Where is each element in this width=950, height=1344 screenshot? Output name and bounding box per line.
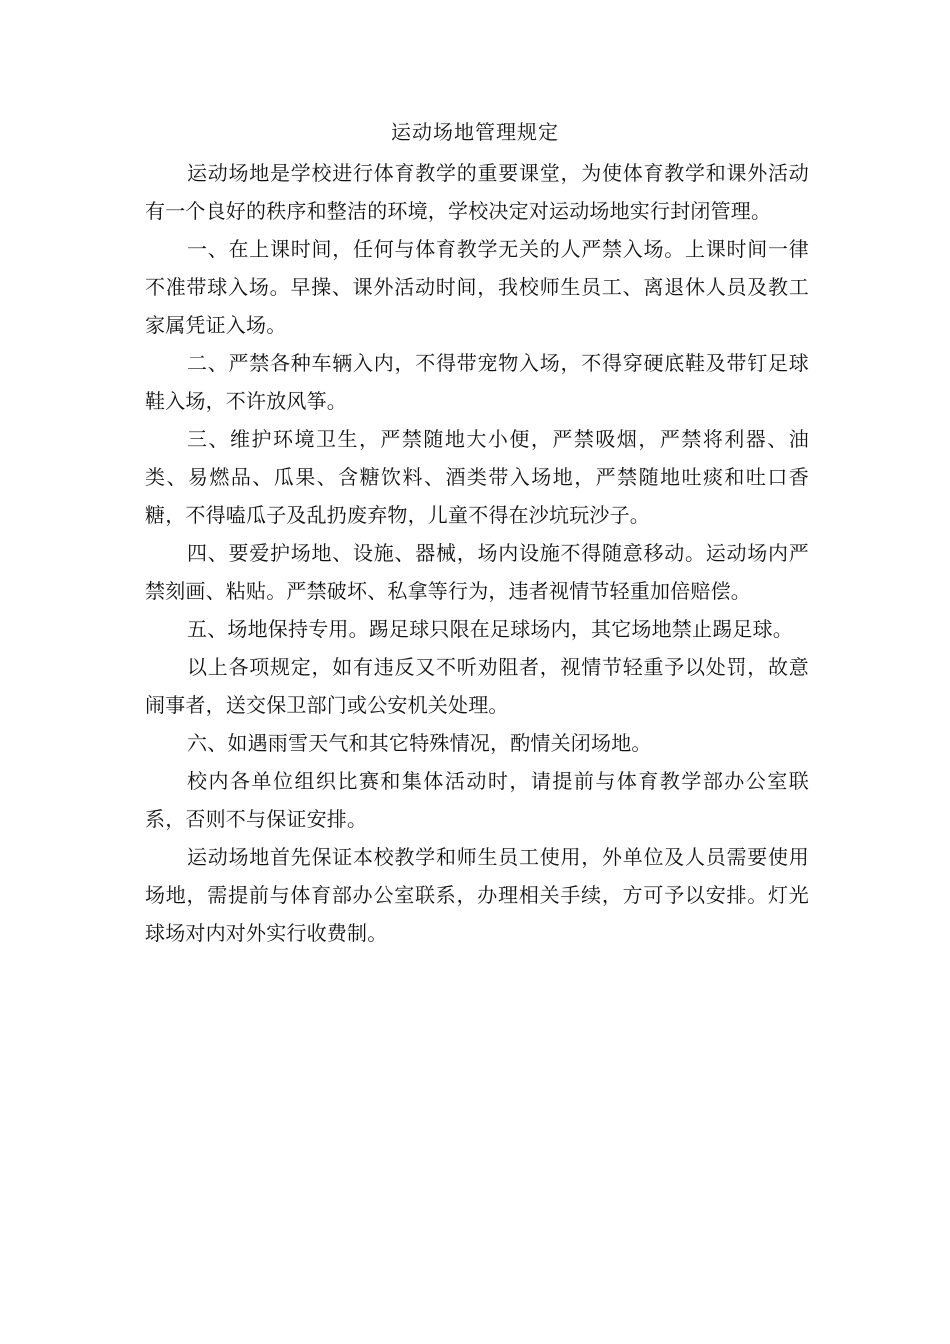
paragraph-events: 校内各单位组织比赛和集体活动时，请提前与体育教学部办公室联系，否则不与保证安排。 <box>145 769 809 831</box>
paragraph-intro: 运动场地是学校进行体育教学的重要课堂，为使体育教学和课外活动有一个良好的秩序和整洁的环境，学校决定对运动场地实行封闭管理。 <box>145 161 809 223</box>
paragraph-rule-5: 五、场地保持专用。踢足球只限在足球场内，其它场地禁止踢足球。 <box>187 617 793 641</box>
paragraph-rule-2: 二、严禁各种车辆入内，不得带宠物入场，不得穿硬底鞋及带钉足球鞋入场，不许放风筝。 <box>145 351 809 413</box>
paragraph-external-use: 运动场地首先保证本校教学和师生员工使用，外单位及人员需要使用场地，需提前与体育部办公室联系，办理相关手续，方可予以安排。灯光球场对内对外实行收费制。 <box>145 845 809 945</box>
paragraph-rule-6: 六、如遇雨雪天气和其它特殊情况，酌情关闭场地。 <box>187 731 652 755</box>
document-title: 运动场地管理规定 <box>391 120 559 144</box>
paragraph-rule-1: 一、在上课时间，任何与体育教学无关的人严禁入场。上课时间一律不准带球入场。早操、课外活动时间，我校师生员工、离退休人员及教工家属凭证入场。 <box>145 237 809 337</box>
document-body <box>145 154 809 952</box>
paragraph-penalty: 以上各项规定，如有违反又不听劝阻者，视情节轻重予以处罚，故意闹事者，送交保卫部门或公安机关处理。 <box>145 655 809 717</box>
paragraph-rule-4: 四、要爱护场地、设施、器械，场内设施不得随意移动。运动场内严禁刻画、粘贴。严禁破坏、私拿等行为，违者视情节轻重加倍赔偿。 <box>145 541 809 603</box>
paragraph-rule-3: 三、维护环境卫生，严禁随地大小便，严禁吸烟，严禁将利器、油类、易燃品、瓜果、含糖饮料、酒类带入场地，严禁随地吐痰和吐口香糖，不得嗑瓜子及乱扔废弃物，儿童不得在沙坑玩沙子。 <box>145 427 809 527</box>
